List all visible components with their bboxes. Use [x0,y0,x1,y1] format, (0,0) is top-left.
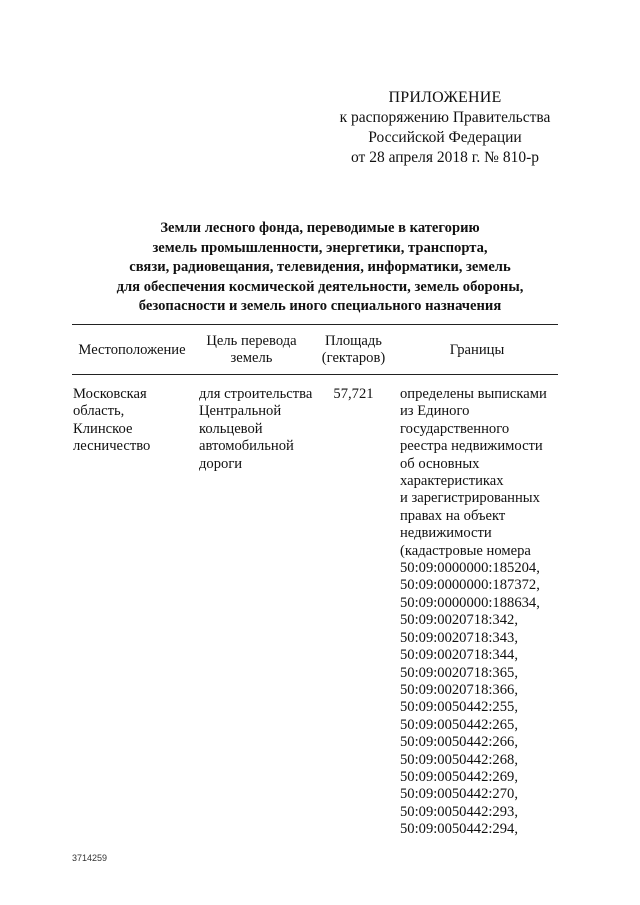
document-code: 3714259 [72,853,108,863]
header-location: Местоположение [78,341,186,358]
document-title-line: безопасности и земель иного специального назначения [138,298,502,315]
cell-purpose: для строительства Центральной кольцевой автомобильной дороги [199,386,313,472]
cell-location: Московская область, Клинское лесничество [73,386,151,455]
header-purpose: Цель перевода земель [206,333,297,366]
appendix-title: ПРИЛОЖЕНИЕ [388,89,502,106]
appendix-line: Российской Федерации [368,129,522,146]
document-title-line: для обеспечения космической деятельности, земель обороны, [116,278,524,295]
document-title-line: связи, радиовещания, телевидения, информатики, земель [129,259,511,276]
header-boundaries: Границы [449,341,505,358]
document-title-line: Земли лесного фонда, переводимые в категорию [160,220,480,236]
header-area: Площадь (гектаров) [321,333,386,366]
document-title [60,219,580,317]
appendix-date-number: от 28 апреля 2018 г. № 810-р [351,149,539,166]
document-title-line: земель промышленности, энергетики, транспорта, [152,239,488,256]
table-header-rule [72,374,558,375]
cell-area: 57,721 [333,386,374,402]
appendix-block [330,88,560,168]
cell-boundaries: определены выписками из Единого государственного реестра недвижимости об основных характеристиках и зарегистрированных правах на объект недвижимости (кадастровые номера 50:09:0000000:185204, 50:09:0000000:187372, 50:09:0000000:188634, 50:09:0020718:342, 50:09:0020718:343, 50:09:0020718:344, 50:09:0020718:365, 50:09:0020718:366, 50:09:0050442:255, 50:09:0050442:265, 50:09:0050442:266, 50:09:0050442:268, 50:09:0050442:269, 50:09:0050442:270, 50:09:0050442:293, 50:09:0050442:294, [400,386,547,838]
appendix-line: к распоряжению Правительства [339,109,551,126]
table-top-rule [72,324,558,325]
